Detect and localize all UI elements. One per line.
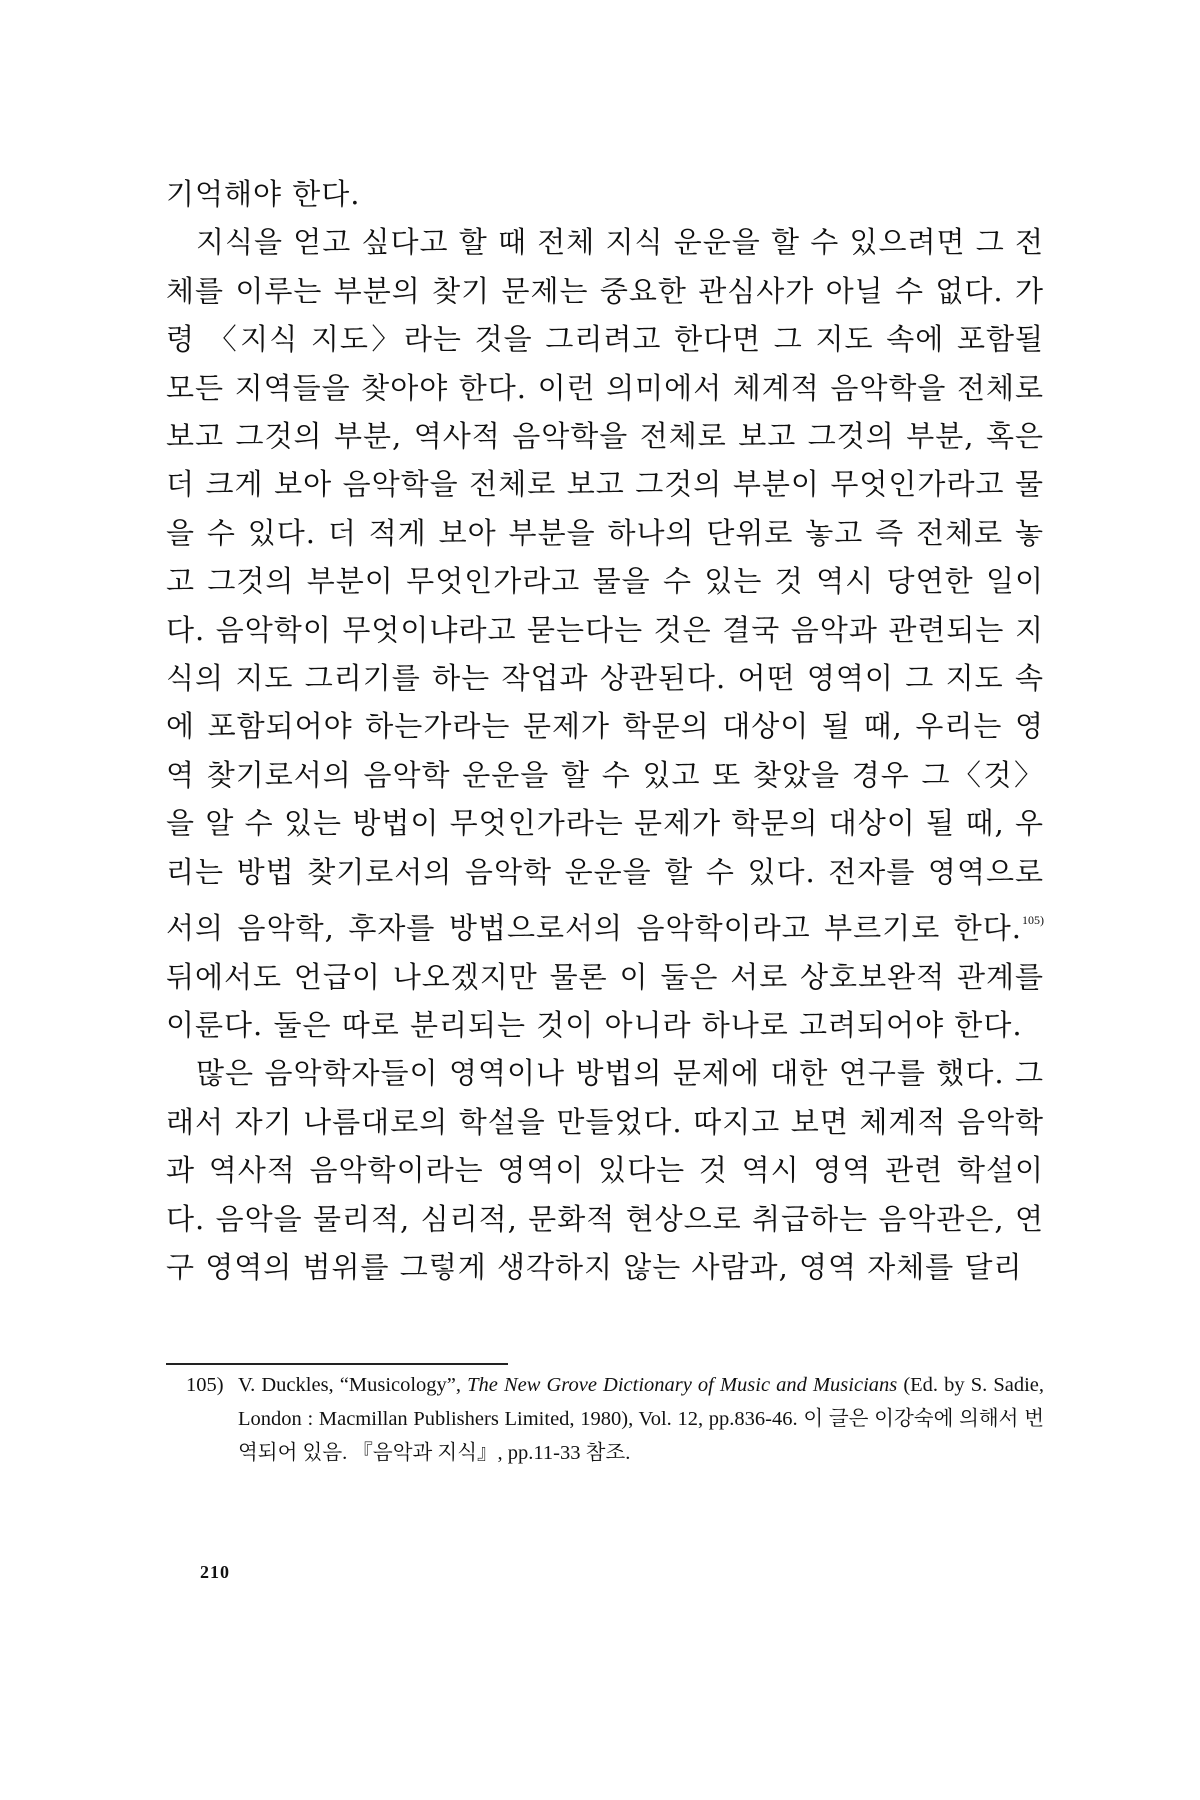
paragraph-continuation: 기억해야 한다. xyxy=(166,177,361,211)
paragraph-musicologists: 많은 음악학자들이 영역이나 방법의 문제에 대한 연구를 했다. 그래서 자기 나름대로의 학설을 만들었다. 따지고 보면 체계적 음악학과 역사적 음악학이라는 영역이 있다는 것 역시 영역 관련 학설이다. 음악을 물리적, 심리적, 문화적 현상으로 취급하는 음악관은, 연구 영역의 범위를 그렇게 생각하지 않는 사람과, 영역 자체를 달리 xyxy=(166,1056,1044,1284)
footnote xyxy=(166,1368,1044,1470)
page-number: 210 xyxy=(200,1562,230,1582)
footnote-divider xyxy=(166,1363,508,1365)
footnote-source-title: The New Grove Dictionary of Music and Musicians xyxy=(467,1374,898,1396)
page-body xyxy=(166,170,1044,1291)
paragraph-knowledge-map-text: 지식을 얻고 싶다고 할 때 전체 지식 운운을 할 수 있으려면 그 전체를 이루는 부분의 찾기 문제는 중요한 관심사가 아닐 수 없다. 가령 〈지식 지도〉라는 것을 그리려고 한다면 그 지도 속에 포함될 모든 지역들을 찾아야 한다. 이런 의미에서 체계적 음악학을 전체로 보고 그것의 부분, 역사적 음악학을 전체로 보고 그것의 부분, 혹은 더 크게 보아 음악학을 전체로 보고 그것의 부분이 무엇인가라고 물을 수 있다. 더 적게 보아 부분을 하나의 단위로 놓고 즉 전체로 놓고 그것의 부분이 무엇인가라고 물을 수 있는 것 역시 당연한 일이다. 음악학이 무엇이냐라고 묻는다는 것은 결국 음악과 관련되는 지식의 지도 그리기를 하는 작업과 상관된다. 어떤 영역이 그 지도 속에 포함되어야 하는가라는 문제가 학문의 대상이 될 때, 우리는 영역 찾기로서의 음악학 운운을 할 수 있고 또 찾았을 경우 그〈것〉을 알 수 있는 방법이 무엇인가라는 문제가 학문의 대상이 될 때, 우리는 방법 찾기로서의 음악학 운운을 할 수 있다. 전자를 영역으로서의 음악학, 후자를 방법으로서의 음악학이라고 부르기로 한다. xyxy=(166,225,1044,946)
footnote-reference: 105) xyxy=(1022,913,1044,928)
footnote-publication: (Ed. by S. Sadie, London : Macmillan Publishers Limited, 1980), Vol. 12, pp.836-46. xyxy=(238,1374,1044,1430)
footnote-body xyxy=(238,1368,1044,1470)
footnote-article: “Musicology”, xyxy=(339,1374,468,1396)
footnote-number: 105) xyxy=(186,1374,224,1396)
footnote-author: V. Duckles, xyxy=(238,1374,340,1396)
paragraph-complementary-text: 뒤에서도 언급이 나오겠지만 물론 이 둘은 서로 상호보완적 관계를 이룬다. 둘은 따로 분리되는 것이 아니라 하나로 고려되어야 한다. xyxy=(166,959,1044,1042)
footnote-note: 이 글은 이강숙에 의해서 번역되어 있음. 『음악과 지식』, pp.11-33 참조. xyxy=(238,1408,1044,1464)
paragraph-knowledge-map xyxy=(166,218,1044,1049)
